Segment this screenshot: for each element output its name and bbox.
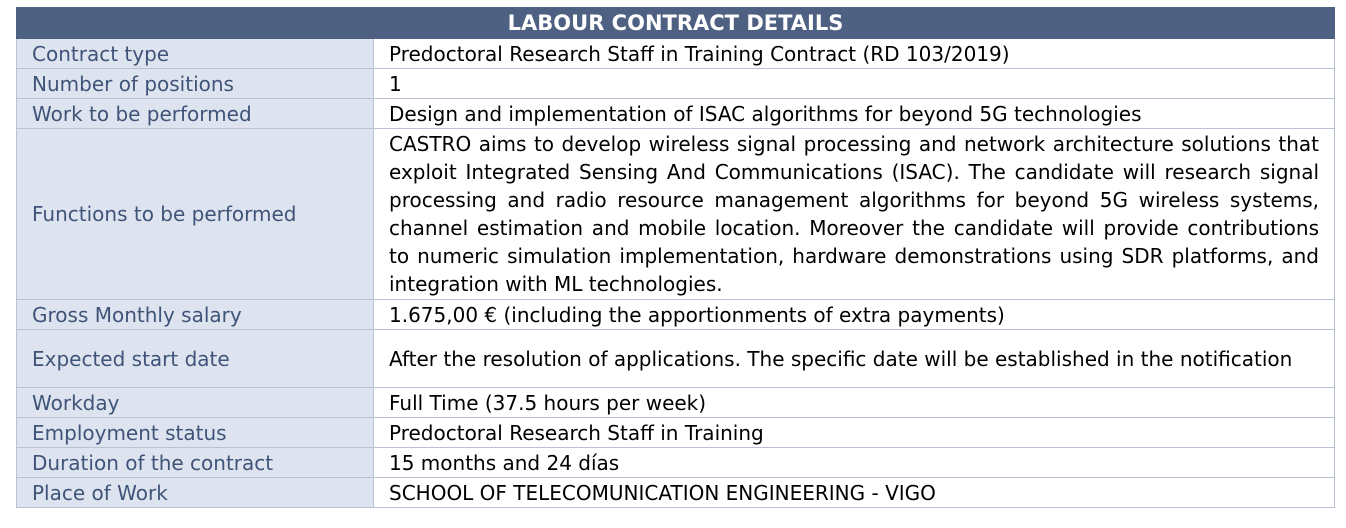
row-label-number-of-positions: Number of positions — [17, 69, 374, 99]
table-row — [17, 448, 1335, 478]
table-row — [17, 129, 1335, 300]
row-label-place-of-work: Place of Work — [17, 478, 374, 508]
table-row — [17, 388, 1335, 418]
row-value-work-to-be-performed: Design and implementation of ISAC algorithms for beyond 5G technologies — [374, 99, 1335, 129]
row-value-duration: 15 months and 24 días — [374, 448, 1335, 478]
row-label-work-to-be-performed: Work to be performed — [17, 99, 374, 129]
table-row — [17, 418, 1335, 448]
row-value-employment-status: Predoctoral Research Staff in Training — [374, 418, 1335, 448]
table-header-row — [17, 8, 1335, 39]
table-title: LABOUR CONTRACT DETAILS — [17, 8, 1335, 39]
table-row — [17, 330, 1335, 388]
row-value-number-of-positions: 1 — [374, 69, 1335, 99]
labour-contract-table — [16, 7, 1335, 508]
row-label-functions: Functions to be performed — [17, 129, 374, 300]
row-value-gross-monthly-salary: 1.675,00 € (including the apportionments of extra payments) — [374, 300, 1335, 330]
row-value-place-of-work: SCHOOL OF TELECOMUNICATION ENGINEERING - VIGO — [374, 478, 1335, 508]
row-value-functions: CASTRO aims to develop wireless signal processing and network architecture solutions that exploit Integrated Sensing And Communications (ISAC). The candidate will research signal processing and radio resource management algorithms for beyond 5G wireless systems, channel estimation and mobile location. Moreover the candidate will provide contributions to numeric simulation implementation, hardware demonstrations using SDR platforms, and integration with ML technologies. — [374, 129, 1335, 300]
row-value-expected-start-date: After the resolution of applications. The specific date will be established in the notification — [374, 330, 1335, 388]
table-row — [17, 99, 1335, 129]
table-row — [17, 69, 1335, 99]
row-label-contract-type: Contract type — [17, 39, 374, 69]
row-value-contract-type: Predoctoral Research Staff in Training Contract (RD 103/2019) — [374, 39, 1335, 69]
row-label-workday: Workday — [17, 388, 374, 418]
table-row — [17, 39, 1335, 69]
row-label-employment-status: Employment status — [17, 418, 374, 448]
row-value-workday: Full Time (37.5 hours per week) — [374, 388, 1335, 418]
row-label-expected-start-date: Expected start date — [17, 330, 374, 388]
table-row — [17, 478, 1335, 508]
row-label-duration: Duration of the contract — [17, 448, 374, 478]
table-row — [17, 300, 1335, 330]
row-label-gross-monthly-salary: Gross Monthly salary — [17, 300, 374, 330]
